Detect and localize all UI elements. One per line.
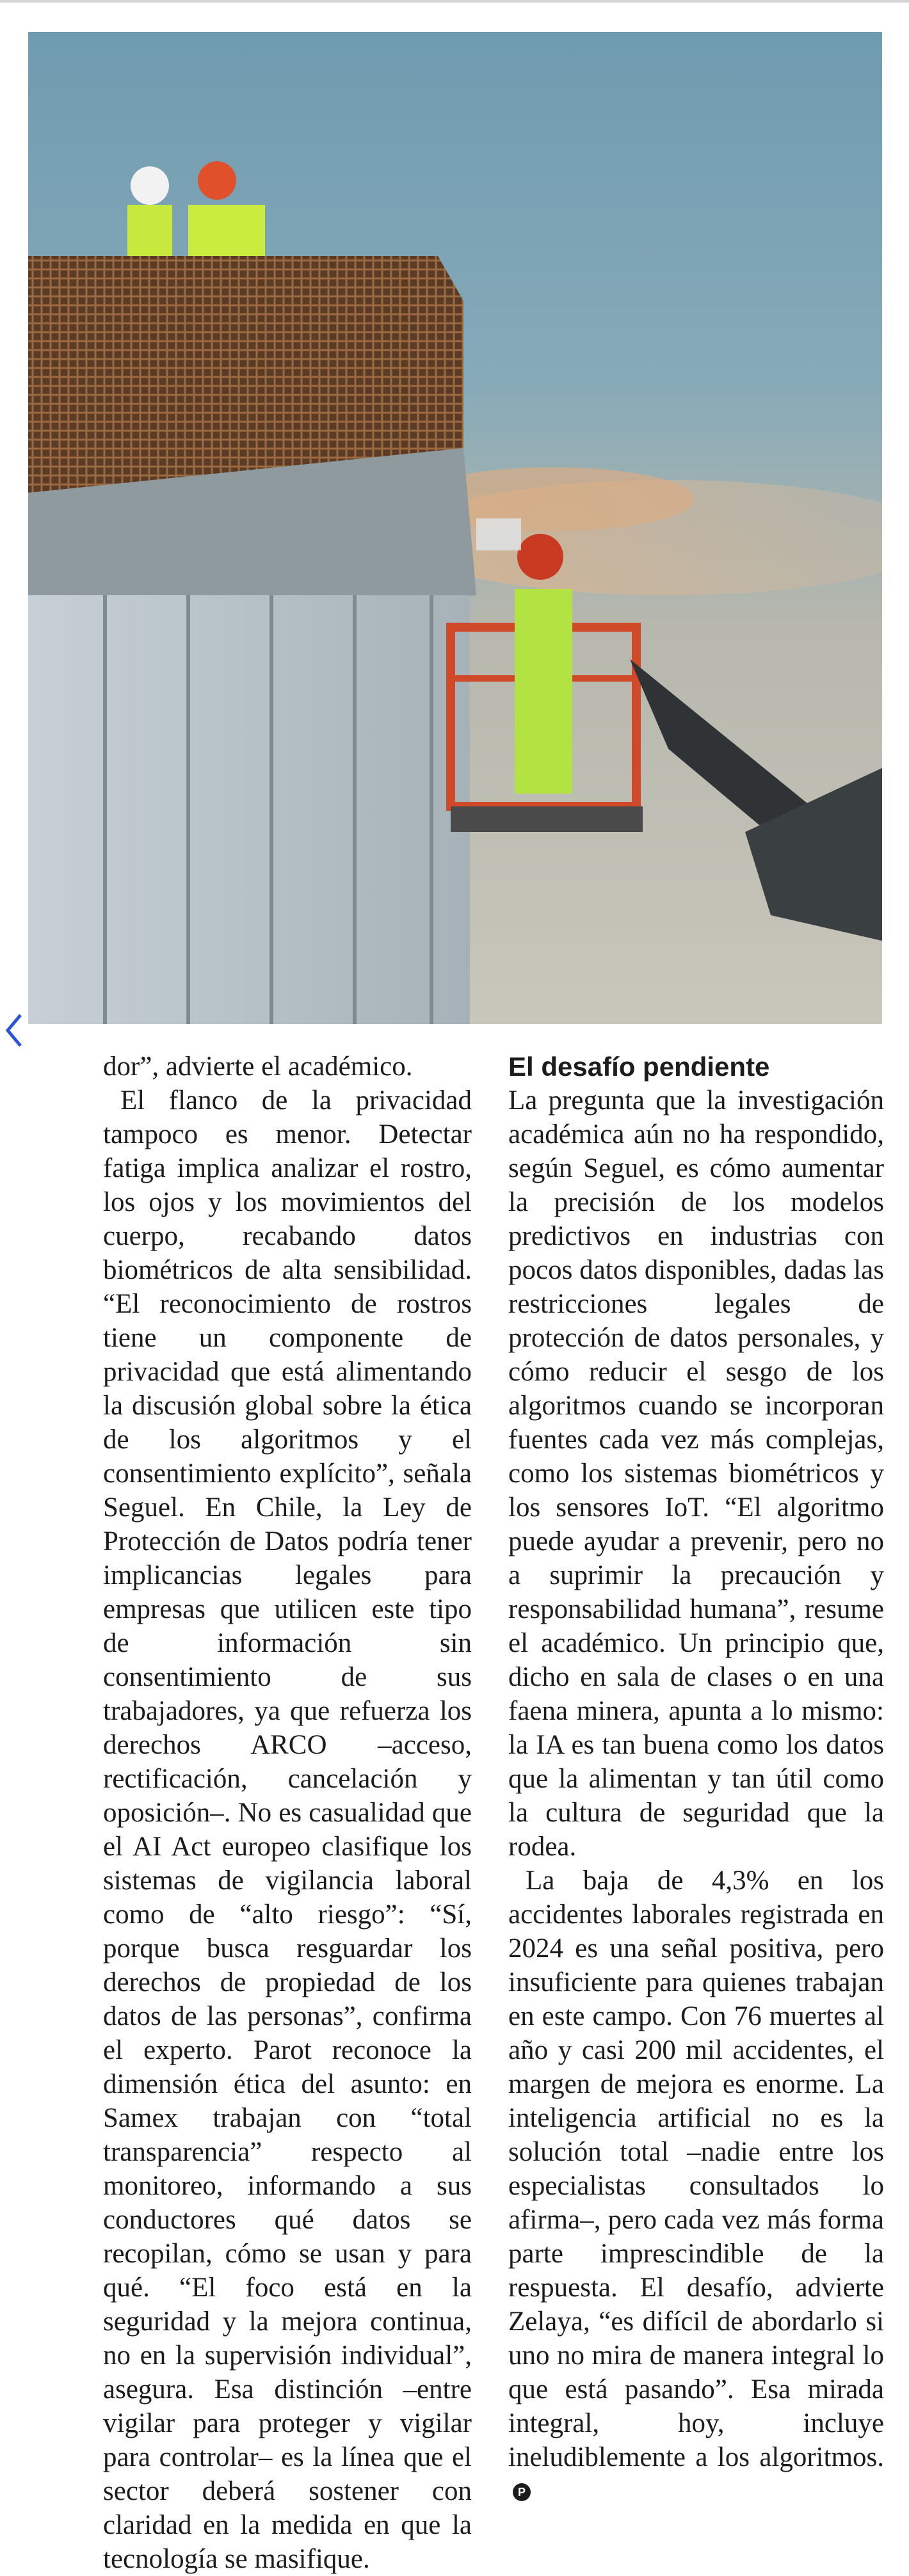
left-column bbox=[103, 1050, 472, 2576]
paragraph-continuation: dor”, advierte el académico. bbox=[103, 1052, 413, 1082]
chevron-left-icon[interactable] bbox=[3, 1011, 24, 1050]
paragraph: El flanco de la privacidad tampoco es menor. Detectar fatiga implica analizar el rostro, los ojos y los movimientos del cuerpo, recabando datos biométricos de alta sensibilidad. “El reconocimiento de rostros tiene un componente de privacidad que está alimentando la discusión global sobre la ética de los algoritmos y el consentimiento explícito”, señala Seguel. En Chile, la Ley de Protección de Datos podría tener implicancias legales para empresas que utilicen este tipo de información sin consentimiento de sus trabajadores, ya que refuerza los derechos ARCO –acceso, rectificación, cancelación y oposición–. No es casualidad que el AI Act europeo clasifique los sistemas de vigilancia laboral como de “alto riesgo”: “Sí, porque busca resguardar los derechos de propiedad de los datos de las personas”, confirma el experto. Parot reconoce la dimensión ética del asunto: en Samex trabajan con “total transparencia” respecto al monitoreo, informando a sus conductores qué datos se recopilan, cómo se usan y para qué. “El foco está en la seguridad y la mejora continua, no en la supervisión individual”, asegura. Esa distinción –entre vigilar para proteger y vigilar para controlar– es la línea que el sector deberá sostener con claridad en la medida en que la tecnología se masifique. bbox=[103, 1085, 472, 2574]
section-heading: El desafío pendiente bbox=[508, 1052, 770, 1082]
paragraph-final bbox=[508, 1864, 884, 2508]
paragraph: La pregunta que la investigación académica aún no ha respondido, según Seguel, es cómo aumentar la precisión de los modelos predictivos en industrias con pocos datos disponibles, dadas las restricciones legales de protección de datos personales, y cómo reducir el sesgo de los algoritmos cuando se incorporan fuentes cada vez más complejas, como los sistemas biométricos y los sensores IoT. “El algoritmo puede ayudar a prevenir, pero no a suprimir la precaución y responsabilidad humana”, resume el académico. Un principio que, dicho en sala de clases o en una faena minera, apunta a lo mismo: la IA es tan buena como los datos que la alimentan y tan útil como la cultura de seguridad que la rodea. bbox=[508, 1085, 884, 1862]
right-column bbox=[508, 1050, 884, 2508]
paragraph-text: La baja de 4,3% en los accidentes laborales registrada en 2024 es una señal positiva, pero insuficiente para quienes trabajan en este campo. Con 76 muertes al año y casi 200 mil accidentes, el margen de mejora es enorme. La inteligencia artificial no es la solución total –nadie entre los especialistas consultados lo afirma–, pero cada vez más forma parte imprescindible de la respuesta. El desafío, advierte Zelaya, “es difícil de abordarlo si uno no mira de manera integral lo que está pasando”. Esa mirada integral, hoy, incluye ineludiblemente a los algoritmos. bbox=[508, 1866, 884, 2472]
end-mark-letter: P bbox=[517, 2486, 526, 2499]
top-rule bbox=[0, 0, 909, 3]
article-photo bbox=[28, 32, 882, 1024]
end-of-article-icon bbox=[512, 2483, 531, 2502]
